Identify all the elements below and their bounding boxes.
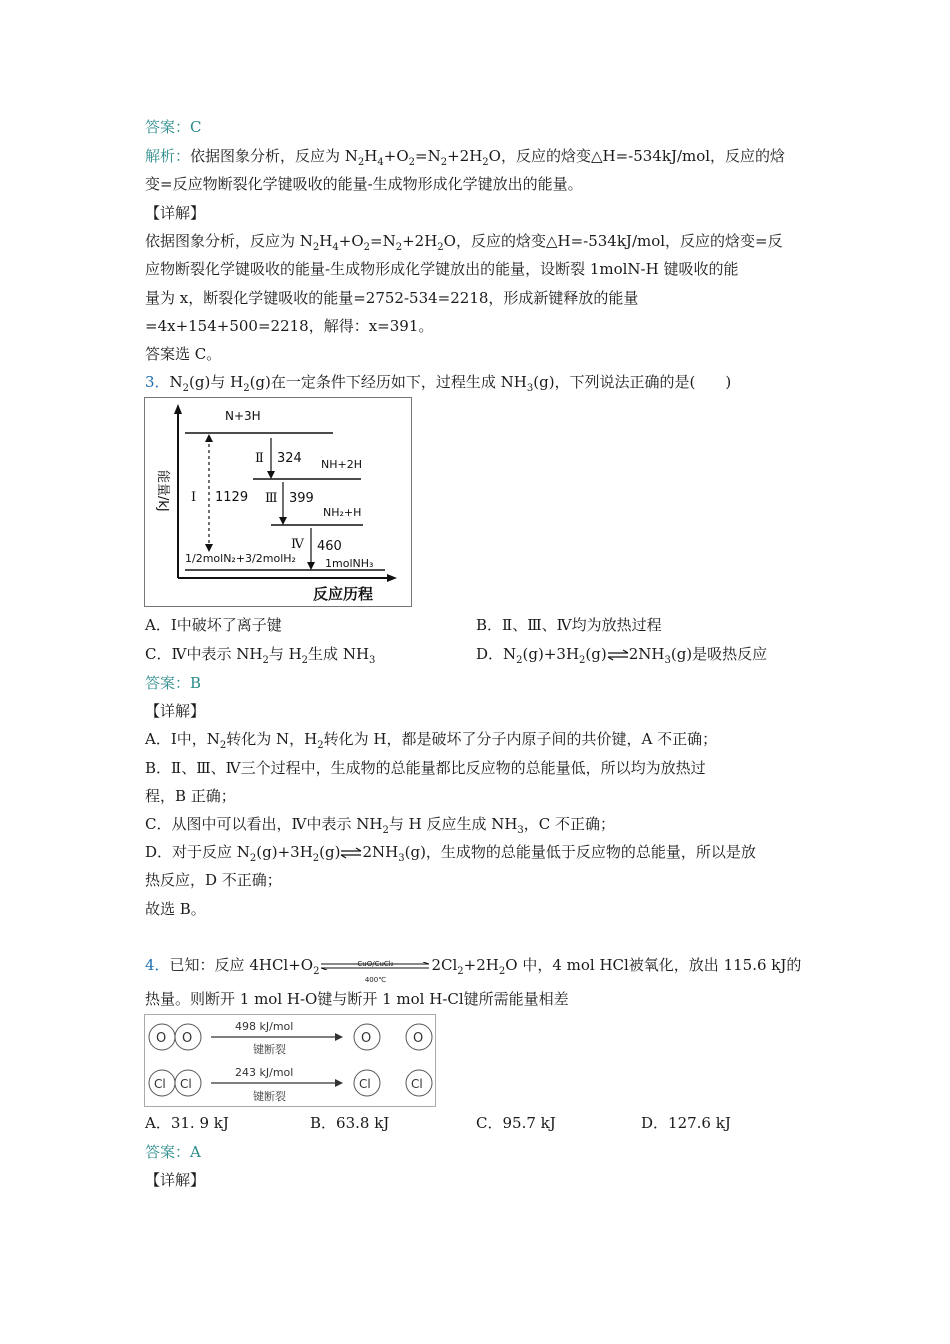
q4-detail-heading: 【详解】 [145,1171,206,1189]
cl-atom-label: Cl [359,1077,371,1091]
cl-bond-energy: 243 kJ/mol [235,1066,294,1079]
step-4: Ⅳ [291,537,304,552]
o-atom-label: O [361,1031,372,1046]
o-break-label: 键断裂 [253,1043,286,1056]
q3-detail-a: A．Ⅰ中，$N_2$转化为 N，$H_2$转化为 H，都是破坏了分子内原子间的共价键，A 不正确； [145,730,718,751]
q2-analysis-line2: 变=反应物断裂化学键吸收的能量-生成物形成化学键放出的能量。 [145,175,583,193]
level-start: 1/2molN₂+3/2molH₂ [185,552,296,565]
q4-answer: 答案：A [145,1143,201,1161]
o-atom-label: O [182,1031,193,1046]
q2-detail-heading: 【详解】 [145,204,206,222]
step-1-value: 1129 [215,490,249,505]
step-3-value: 399 [289,491,314,506]
q4-stem-line1: 4．已知：反应 $4HCl+O_2$ CuO/CuCl₂ 400℃ $2Cl_2+2H_2O$ 中，4 mol HCl被氧化，放出 115.6 kJ的 [145,956,802,984]
q3-option-a: A．Ⅰ中破坏了离子键 [145,616,282,634]
level-nh3: 1molNH₃ [325,557,374,570]
q2-conclusion: 答案选 C。 [145,345,222,363]
level-nh-2h: NH+2H [321,458,362,471]
q2-detail-line2: 应物断裂化学键吸收的能量-生成物形成化学键放出的能量，设断裂 1molN-H 键吸收的能 [145,260,739,278]
level-n-3h: N+3H [225,409,261,423]
y-axis-label: 能量/kJ [155,470,170,512]
q3-stem: 3．$N_2(g)$与 $H_2(g)$在一定条件下经历如下，过程生成 $NH_3(g)$，下列说法正确的是( ) [145,373,732,394]
q3-option-c: C．Ⅳ中表示 $NH_2$与 $H_2$生成 $NH_3$ [145,645,376,666]
q3-answer: 答案：B [145,674,202,692]
q4-option-b: B．63.8 kJ [310,1114,390,1132]
q2-answer: 答案：C [145,118,202,136]
q4-stem-line2: 热量。则断开 1 mol H-O键与断开 1 mol H-Cl键所需能量相差 [145,990,569,1008]
x-axis-label: 反应历程 [313,585,374,603]
energy-diagram [144,397,412,607]
q2-detail-line1: 依据图象分析，反应为 $N_2H_4+O_2=N_2+2H_2O$，反应的焓变△H=-534kJ/mol，反应的焓变=反 [145,232,783,253]
q2-analysis-line1: 解析：依据图象分析，反应为 $N_2H_4+O_2=N_2+2H_2O$，反应的焓变△H=-534kJ/mol，反应的焓 [145,147,786,168]
step-3: Ⅲ [265,491,278,506]
q3-detail-b-line2: 程，B 正确； [145,787,236,805]
equilibrium-arrow-icon [340,847,362,859]
q3-detail-b-line1: B．Ⅱ、Ⅲ、Ⅳ三个过程中，生成物的总能量都比反应物的总能量低，所以均为放热过 [145,759,706,777]
cl-atom-label: Cl [411,1077,423,1091]
o-bond-energy: 498 kJ/mol [235,1020,294,1033]
q4-option-a: A．31. 9 kJ [145,1114,229,1132]
step-2-value: 324 [277,451,302,466]
q2-detail-line4: =4x+154+500=2218，解得：x=391。 [145,317,434,335]
reaction-condition-arrow: CuO/CuCl₂ 400℃ [319,956,431,976]
q3-option-b: B．Ⅱ、Ⅲ、Ⅳ均为放热过程 [476,616,662,634]
q3-detail-heading: 【详解】 [145,702,206,720]
q4-option-d: D．127.6 kJ [641,1114,731,1132]
q3-detail-c: C．从图中可以看出，Ⅳ中表示 $NH_2$与 H 反应生成 $NH_3$，C 不正确； [145,815,616,836]
level-nh2-h: NH₂+H [323,506,362,519]
q3-detail-d-line1: D．对于反应 $N_2(g)+3H_2(g)$ $2NH_3(g)$，生成物的总能量低于反应物的总能量，所以是放 [145,843,756,864]
step-4-value: 460 [317,539,342,554]
o-atom-label: O [413,1031,424,1046]
q3-detail-d-line2: 热反应，D 不正确； [145,871,282,889]
o-atom-label: O [156,1031,167,1046]
step-2: Ⅱ [255,451,264,466]
cl-break-label: 键断裂 [253,1090,286,1103]
q3-conclusion: 故选 B。 [145,900,206,918]
q4-option-c: C．95.7 kJ [476,1114,556,1132]
equilibrium-arrow-icon [607,649,629,661]
q2-detail-line3: 量为 x，断裂化学键吸收的能量=2752-534=2218，形成新键释放的能量 [145,289,639,307]
bond-breaking-diagram [144,1014,436,1107]
cl-atom-label: Cl [154,1077,166,1091]
step-1: Ⅰ [191,490,197,505]
q3-option-d: D．$N_2(g)+3H_2(g)$ $2NH_3(g)$是吸热反应 [476,645,768,666]
cl-atom-label: Cl [180,1077,192,1091]
